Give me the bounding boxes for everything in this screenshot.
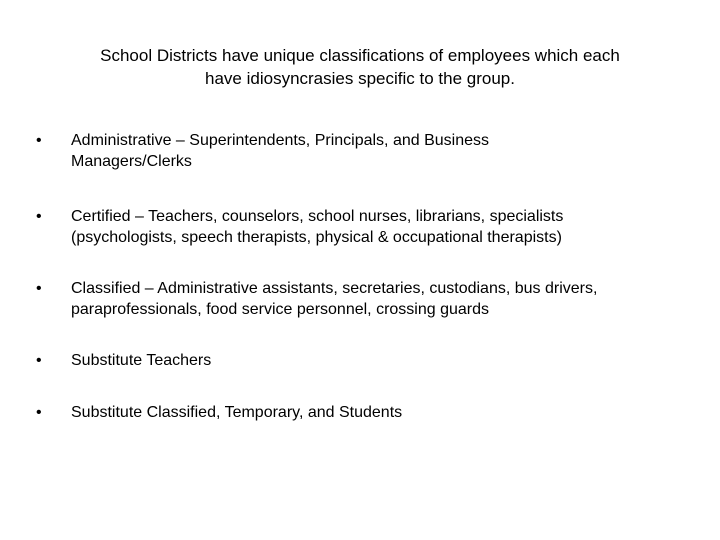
classification-term: Substitute Teachers <box>71 352 212 369</box>
intro-line-1: School Districts have unique classifications of employees which each <box>100 46 620 65</box>
list-item-line-1 <box>71 402 691 423</box>
intro-paragraph <box>40 44 680 90</box>
list-item-text <box>71 278 691 320</box>
intro-line-2: have idiosyncrasies specific to the group. <box>205 69 515 88</box>
list-item-line-1 <box>71 350 691 371</box>
list-item-line-2: Managers/Clerks <box>71 153 192 170</box>
bullet-icon: • <box>36 208 42 225</box>
classification-description: – Administrative assistants, secretaries, custodians, bus drivers, <box>140 280 598 297</box>
classification-term: Certified <box>71 208 131 225</box>
list-item-line-1 <box>71 206 691 227</box>
list-item-line-1 <box>71 130 691 151</box>
list-item-text <box>71 130 691 172</box>
classification-term: Substitute Classified, Temporary, and Students <box>71 404 403 421</box>
bullet-icon: • <box>36 132 42 149</box>
bullet-icon: • <box>36 352 42 369</box>
bullet-icon: • <box>36 404 42 421</box>
classification-description: – Teachers, counselors, school nurses, librarians, specialists <box>130 208 564 225</box>
classification-term: Administrative <box>71 132 172 149</box>
list-item-text <box>71 402 691 423</box>
list-item-line-2: paraprofessionals, food service personnel, crossing guards <box>71 301 490 318</box>
list-item-line-2: (psychologists, speech therapists, physical & occupational therapists) <box>71 229 562 246</box>
classification-term: Classified <box>71 280 141 297</box>
bullet-icon: • <box>36 280 42 297</box>
classification-description: – Superintendents, Principals, and Business <box>171 132 490 149</box>
list-item-text <box>71 206 691 248</box>
list-item-text <box>71 350 691 371</box>
list-item-line-1 <box>71 278 691 299</box>
